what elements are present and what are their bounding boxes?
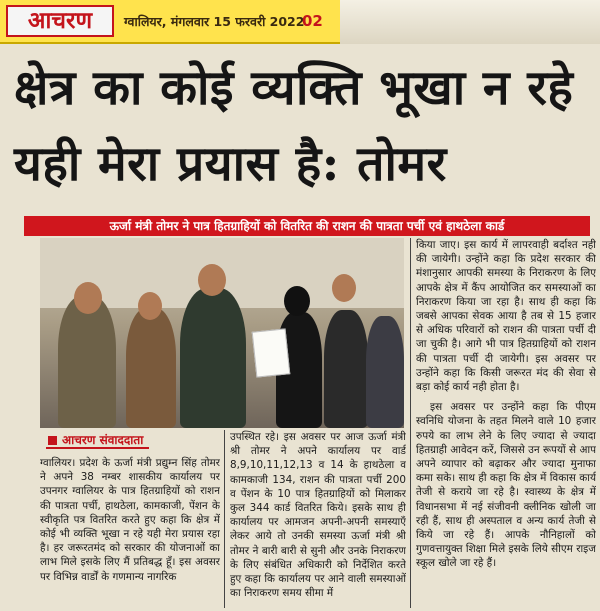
photo-person — [324, 310, 368, 428]
news-photo — [40, 238, 404, 428]
photo-person — [366, 316, 404, 428]
photo-person-head — [138, 292, 162, 320]
photo-person — [58, 296, 116, 428]
masthead — [0, 0, 600, 44]
column-divider — [224, 430, 225, 608]
photo-person-head — [198, 264, 226, 296]
article-text: उपस्थित रहे। इस अवसर पर आज ऊर्जा मंत्री श्री तोमर ने अपने कार्यालय पर वार्ड 8,9,10,11,12,13 व 14 के हाथठेला व कामकाजी 134, राशन की पात्रता पर्ची 200 व पेंशन के 10 पात्र हितग्राहियों को मिलाकर कुल 344 कार्ड वितरित किये। इसके साथ ही कार्यालय पर आमजन अपनी-अपनी समस्याएँ लेकर आये तो उनकी समस्या ऊर्जा मंत्री श्री तोमर ने बारी बारी से सुनी और उनके निराकरण के लिए संबंधित अधिकारी को निर्देशित करते हुए कहा कि कार्यालय पर आने वाली समस्याओं का निराकरण समय सीमा में — [230, 431, 406, 600]
document-in-hand — [252, 328, 291, 377]
page-fold — [340, 0, 600, 44]
article-text: ग्वालियर। प्रदेश के ऊर्जा मंत्री प्रद्युम्न सिंह तोमर ने अपने 38 नम्बर शासकीय कार्यालय पर उपनगर ग्वालियर के पात्र हितग्राहियों को राशन की पात्रता पर्ची, हाथठेला, कामकाजी, पेंशन के स्वीकृति पत्र वितरित करते हुए कहा कि क्षेत्र में कोई भी व्यक्ति भूखा न रहे यही मेरा प्रयास रहा है। हर जरूरतमंद को सरकार की योजनाओं का लाभ मिले इसके लिए मैं प्रतिबद्ध हूँ। इस अवसर पर विभिन्न वार्डों के गणमान्य नागरिक — [40, 457, 220, 583]
photo-person-head — [332, 274, 356, 302]
photo-person — [180, 288, 246, 428]
photo-person-head — [74, 282, 102, 314]
article-column-3 — [416, 238, 596, 608]
dateline: ग्वालियर, मंगलवार 15 फरवरी 2022 — [124, 14, 305, 29]
byline: आचरण संवाददाता — [46, 432, 149, 449]
photo-person-head — [284, 286, 310, 316]
newspaper-logo: आचरण — [6, 5, 114, 37]
photo-person — [126, 308, 176, 428]
column-divider — [410, 238, 411, 608]
article-text: इस अवसर पर उन्होंने कहा कि पीएम स्वनिधि योजना के तहत मिलने वाले 10 हजार रुपये का लाभ लेने के लिए ज्यादा से ज्यादा हितग्राही आवेदन करें, जिससे उन रूपयों से आप अपने व्यापार को बढ़ाकर और ज्यादा मुनाफा कमा सके। साथ ही कहा कि क्षेत्र में विकास कार्य तेजी से कराये जा रहे है। स्वास्थ्य के क्षेत्र में विधानसभा में नई संजीवनी क्लीनिक खोली जा रही हैं, साथ ही अस्पताल व अन्य कार्य तेजी से किये जा रहे हैं। आपके नौनिहालों को गुणवत्तायुक्त शिक्षा मिले इसके लिये सीएम राइज स्कूल खोले जा रहे हैं। — [416, 401, 596, 570]
subheadline: ऊर्जा मंत्री तोमर ने पात्र हितग्राहियों को वितरित की राशन की पात्रता पर्ची एवं हाथठेला कार्ड — [24, 216, 590, 236]
article-column-1 — [40, 456, 220, 608]
article-text: किया जाए। इस कार्य में लापरवाही बर्दाश्त नही की जायेगी। उन्होंने कहा कि प्रदेश सरकार की मंशानुसार आपकी समस्या के निराकरण के लिए आपके क्षेत्र में कैंप आयोजित कर समस्याओं का निराकरण किया जा रहा है। साथ ही कहा कि जबसे आपका सेवक आया है तब से 15 हजार से अधिक परिवारों को राशन की पात्रता पर्ची दी जा चुकी है। आगे भी पात्र हितग्राहियों को राशन की पात्रता पर्ची दी जायेगी। इस अवसर पर उन्होंने कहा कि किसी जरूरत मंद की सेवा से बड़ा कोई कार्य नही होता है। — [416, 239, 596, 394]
headline: क्षेत्र का कोई व्यक्ति भूखा न रहे यही मेरा प्रयास है: तोमर — [14, 60, 574, 192]
page-number: 02 — [302, 12, 323, 30]
article-column-2 — [230, 430, 406, 608]
